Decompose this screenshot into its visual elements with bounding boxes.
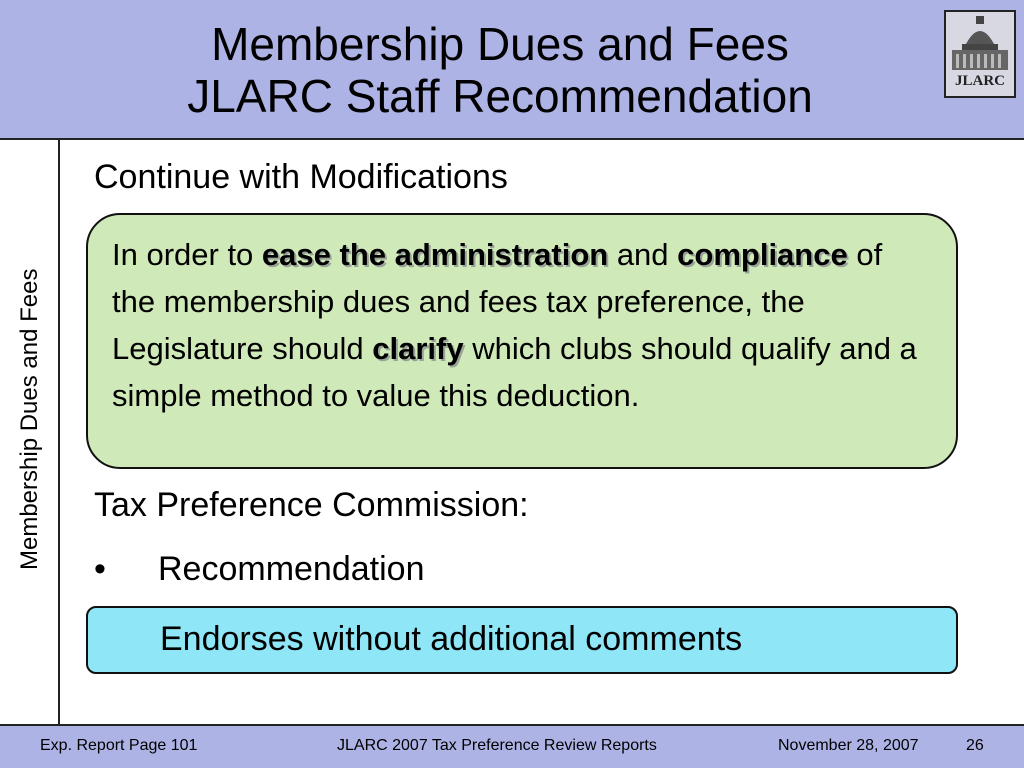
rec-emphasis-compliance: compliance <box>677 237 848 272</box>
footer-date: November 28, 2007 <box>778 737 919 754</box>
rec-emphasis-clarify: clarify <box>372 331 464 366</box>
title-line-2: JLARC Staff Recommendation <box>187 70 813 122</box>
sidebar <box>0 140 60 724</box>
slide-footer <box>0 724 1024 768</box>
footer-report-page: Exp. Report Page 101 <box>40 737 198 754</box>
rec-text-2: and <box>608 237 678 272</box>
recommendation-box <box>86 213 958 469</box>
footer-report-title: JLARC 2007 Tax Preference Review Reports <box>337 737 657 754</box>
commission-heading: Tax Preference Commission: <box>94 486 529 524</box>
endorsement-text: Endorses without additional comments <box>160 620 743 658</box>
bullet-label: Recommendation <box>158 550 425 588</box>
bullet-item <box>94 550 424 589</box>
recommendation-subhead: Continue with Modifications <box>94 158 508 196</box>
rec-text-3: of the membership dues and fees tax preference, the Legislature should <box>112 237 883 366</box>
rec-text-4: which clubs should qualify and a simple method to value this deduction. <box>112 331 917 413</box>
rec-emphasis-ease: ease the administration <box>261 237 609 272</box>
bullet-marker: • <box>94 550 106 588</box>
logo-text: JLARC <box>954 73 1005 89</box>
title-line-1: Membership Dues and Fees <box>211 18 789 70</box>
sidebar-vertical-label: Membership Dues and Fees <box>16 268 43 570</box>
footer-page-number: 26 <box>966 737 984 754</box>
slide-header <box>0 0 1024 140</box>
endorsement-box <box>86 606 958 674</box>
slide-title <box>60 18 940 122</box>
capitol-dome-icon <box>946 14 1014 74</box>
jlarc-logo <box>944 10 1016 98</box>
rec-text-1: In order to <box>112 237 262 272</box>
